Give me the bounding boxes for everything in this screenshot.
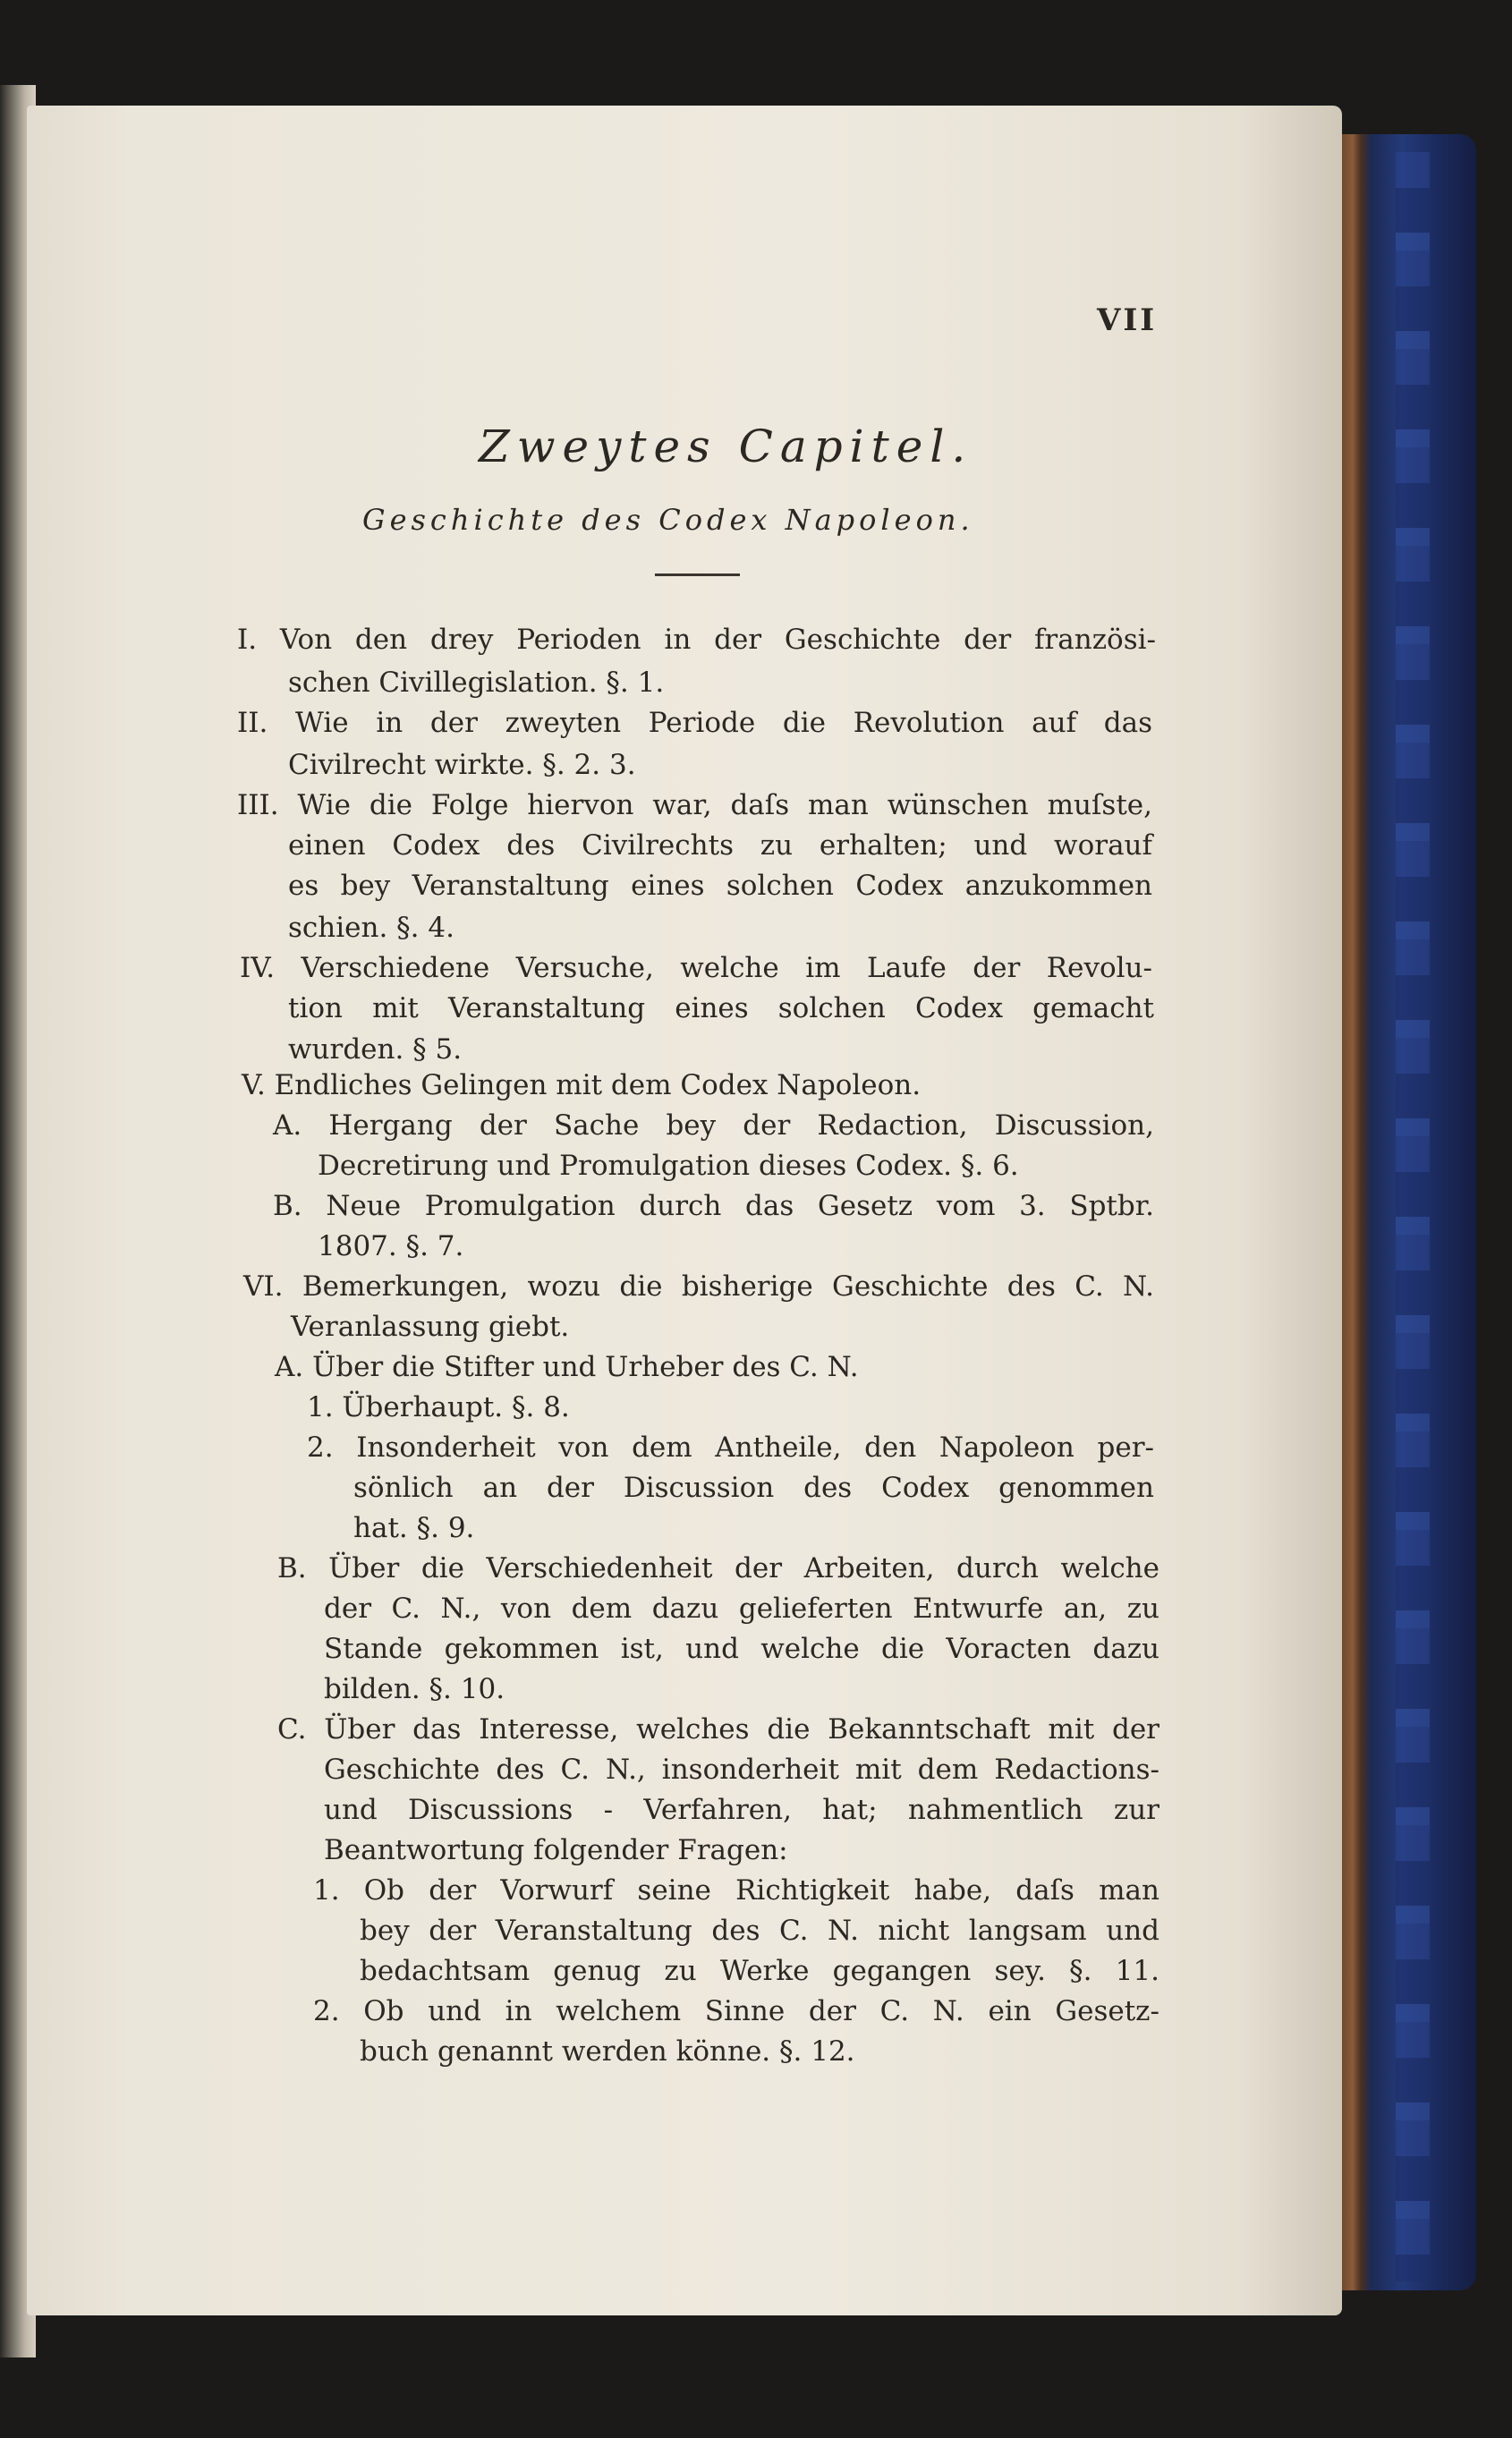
- toc-line: Civilrecht wirkte. §. 2. 3.: [288, 749, 636, 781]
- toc-line: es bey Veranstaltung eines solchen Codex anzukommen: [288, 870, 1152, 902]
- toc-line: VI. Bemerkungen, wozu die bisherige Geschichte des C. N.: [243, 1270, 1154, 1303]
- toc-line: Geschichte des C. N., insonderheit mit dem Redactions-: [324, 1754, 1159, 1786]
- toc-line: Decretirung und Promulgation dieses Codex. §. 6.: [318, 1150, 1019, 1182]
- toc-line: Veranlassung giebt.: [291, 1311, 570, 1343]
- toc-line: schien. §. 4.: [288, 912, 454, 944]
- toc-line: bedachtsam genug zu Werke gegangen sey. §. 11.: [360, 1955, 1159, 1987]
- toc-line: IV. Verschiedene Versuche, welche im Laufe der Revolu-: [240, 952, 1152, 984]
- toc-line: Beantwortung folgender Fragen:: [324, 1834, 788, 1866]
- toc-line: bilden. §. 10.: [324, 1673, 505, 1705]
- toc-line: 1. Überhaupt. §. 8.: [307, 1391, 570, 1423]
- toc-line: schen Civillegislation. §. 1.: [288, 667, 665, 699]
- chapter-subtitle: Geschichte des Codex Napoleon.: [362, 503, 974, 537]
- cover-marbling: [1396, 152, 1430, 2281]
- divider-rule: [655, 573, 740, 576]
- toc-line: C. Über das Interesse, welches die Bekanntschaft mit der: [277, 1713, 1159, 1746]
- toc-line: A. Über die Stifter und Urheber des C. N.: [275, 1351, 859, 1383]
- toc-line: 1. Ob der Vorwurf seine Richtigkeit habe, daſs man: [313, 1874, 1159, 1907]
- toc-line: bey der Veranstaltung des C. N. nicht langsam und: [360, 1915, 1159, 1947]
- toc-line: tion mit Veranstaltung eines solchen Codex gemacht: [288, 992, 1154, 1024]
- toc-line: B. Über die Verschiedenheit der Arbeiten, durch welche: [277, 1552, 1159, 1584]
- toc-line: Stande gekommen ist, und welche die Voracten dazu: [324, 1633, 1159, 1665]
- toc-line: B. Neue Promulgation durch das Gesetz vom 3. Sptbr.: [273, 1190, 1154, 1222]
- toc-line: II. Wie in der zweyten Periode die Revolution auf das: [237, 707, 1152, 739]
- toc-line: wurden. § 5.: [288, 1033, 463, 1066]
- toc-line: III. Wie die Folge hiervon war, daſs man wünschen muſste,: [237, 789, 1152, 821]
- toc-line: sönlich an der Discussion des Codex genommen: [353, 1472, 1154, 1504]
- toc-line: I. Von den drey Perioden in der Geschichte der französi-: [237, 624, 1156, 656]
- toc-line: 2. Ob und in welchem Sinne der C. N. ein Gesetz-: [313, 1995, 1159, 2027]
- toc-line: A. Hergang der Sache bey der Redaction, Discussion,: [273, 1109, 1154, 1142]
- toc-line: einen Codex des Civilrechts zu erhalten; und worauf: [288, 829, 1152, 862]
- toc-line: hat. §. 9.: [353, 1512, 475, 1544]
- page-number: VII: [1097, 302, 1158, 338]
- toc-line: 1807. §. 7.: [318, 1230, 464, 1262]
- toc-line: und Discussions - Verfahren, hat; nahmentlich zur: [324, 1794, 1159, 1826]
- toc-line: V. Endliches Gelingen mit dem Codex Napoleon.: [242, 1069, 922, 1101]
- toc-line: buch genannt werden könne. §. 12.: [360, 2035, 855, 2068]
- toc-line: der C. N., von dem dazu gelieferten Entwurfe an, zu: [324, 1593, 1159, 1625]
- chapter-title: Zweytes Capitel.: [479, 420, 973, 472]
- toc-line: 2. Insonderheit von dem Antheile, den Napoleon per-: [307, 1431, 1154, 1464]
